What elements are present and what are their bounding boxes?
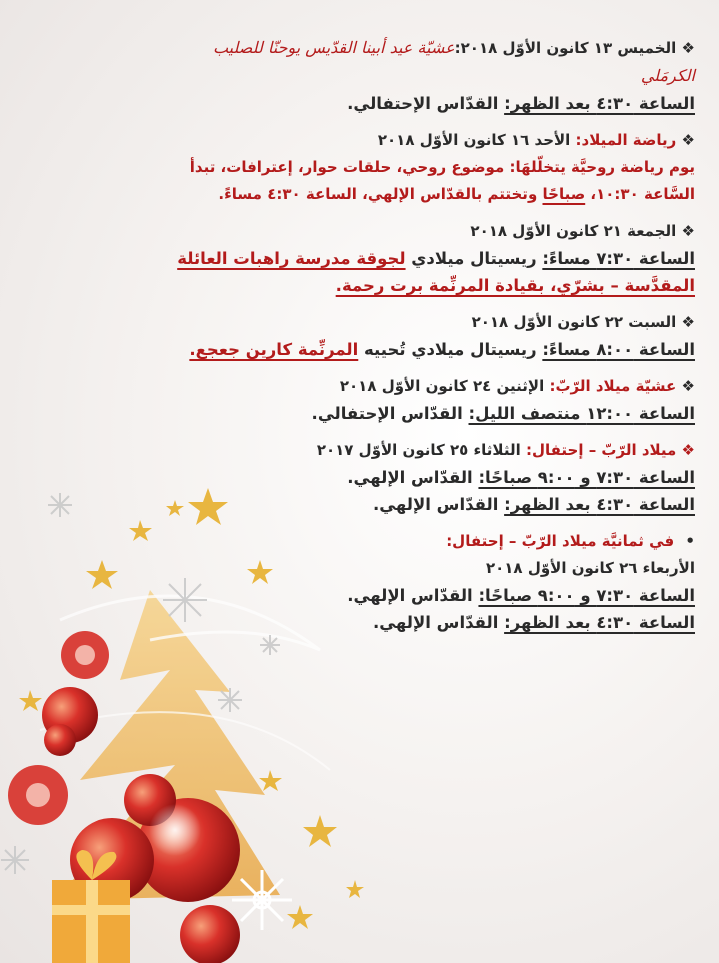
event-block-friday-recital xyxy=(28,218,695,299)
event-body-end: وتختتم بالقدّاس الإلهي، الساعة ٤:٣٠ مساءً. xyxy=(218,185,543,203)
event-title: رياضة الميلاد: xyxy=(575,131,677,149)
event-time: الساعة ١٢:٠٠ منتصف الليل: xyxy=(468,404,695,423)
event-time-2: الساعة ٤:٣٠ بعد الظهر: xyxy=(504,613,695,632)
event-singer: المرنِّمة كارين جعجع. xyxy=(189,340,359,359)
event-choir-cont: المقدَّسة – بشرّي، بقيادة المرنِّمة برت رحمة. xyxy=(335,276,695,295)
event-time-1: الساعة ٧:٣٠ و ٩:٠٠ صباحًا: xyxy=(478,468,695,487)
event-time: الساعة ٤:٣٠ بعد الظهر: xyxy=(504,94,695,113)
event-block-christmas-eve xyxy=(28,373,695,427)
event-title: عشيّة ميلاد الرّبّ: xyxy=(549,377,677,395)
event-desc-1: القدّاس الإلهي. xyxy=(347,468,479,487)
event-block-christmas-day xyxy=(28,437,695,518)
event-block-retreat xyxy=(28,127,695,208)
event-date: الإثنين ٢٤ كانون الأوّل ٢٠١٨ xyxy=(339,377,550,395)
event-time: الساعة ٨:٠٠ مساءً: xyxy=(542,340,695,359)
event-date: الثلاثاء ٢٥ كانون الأوّل ٢٠١٧ xyxy=(316,441,526,459)
event-desc-2: القدّاس الإلهي. xyxy=(372,613,505,632)
bullet-icon: ❖ xyxy=(681,131,695,149)
event-time-1: الساعة ٧:٣٠ و ٩:٠٠ صباحًا: xyxy=(478,586,695,605)
event-time-2: الساعة ٤:٣٠ بعد الظهر: xyxy=(504,495,695,514)
event-choir: لجوقة مدرسة راهبات العائلة xyxy=(177,249,406,268)
event-title-cont: الكرمَلي xyxy=(640,66,695,85)
event-desc: القدّاس الإحتفالي. xyxy=(347,94,505,113)
event-date: الأربعاء ٢٦ كانون الأوّل ٢٠١٨ xyxy=(485,559,695,577)
event-title: ميلاد الرّبّ – إحتفال: xyxy=(525,441,677,459)
event-block-saturday-recital xyxy=(28,309,695,363)
bullet-icon: ❖ xyxy=(681,441,695,459)
event-date: الجمعة ٢١ كانون الأوّل ٢٠١٨ xyxy=(470,222,677,240)
event-title: في ثمانيَّة ميلاد الرّبّ – إحتفال: xyxy=(446,532,675,550)
event-schedule xyxy=(28,34,695,963)
event-desc-1: القدّاس الإلهي. xyxy=(347,586,479,605)
bullet-icon: • xyxy=(685,532,695,550)
event-date: الأحد ١٦ كانون الأوّل ٢٠١٨ xyxy=(377,131,576,149)
event-desc: القدّاس الإحتفالي. xyxy=(311,404,469,423)
bullet-icon: ❖ xyxy=(681,313,695,331)
event-date: السبت ٢٢ كانون الأوّل ٢٠١٨ xyxy=(471,313,677,331)
event-time: الساعة ٧:٣٠ مساءً: xyxy=(542,249,695,268)
event-date: الخميس ١٣ كانون الأوّل ٢٠١٨: xyxy=(454,39,677,57)
event-desc: ريسيتال ميلادي xyxy=(405,249,543,268)
event-block-john-of-the-cross xyxy=(28,34,695,117)
event-body-morning: صباحًا xyxy=(542,185,586,203)
event-body-time: السَّاعة ١٠:٣٠، xyxy=(585,185,695,203)
event-title: عشيّة عيد أبينا القدّيس يوحنّا للصليب xyxy=(212,38,455,57)
bullet-icon: ❖ xyxy=(681,377,695,395)
event-desc-2: القدّاس الإلهي. xyxy=(372,495,505,514)
event-desc: ريسيتال ميلادي تُحييه xyxy=(358,340,543,359)
event-block-octave xyxy=(28,528,695,636)
bullet-icon: ❖ xyxy=(681,39,695,57)
event-body-line1: يوم رياضة روحيَّة يتخلّلهَا: موضوع روحي، حلقات حوار، إعترافات، تبدأ xyxy=(189,158,695,176)
bullet-icon: ❖ xyxy=(681,222,695,240)
